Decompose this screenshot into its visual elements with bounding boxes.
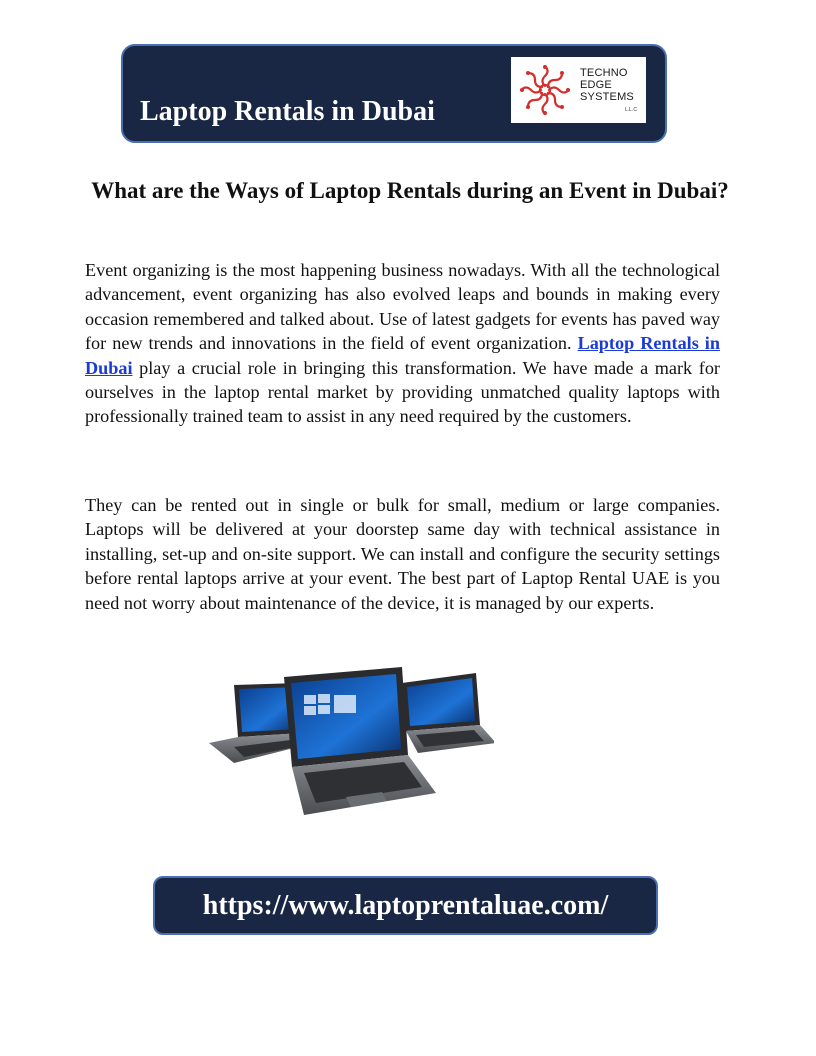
laptop-right [402, 673, 494, 753]
sunburst-logo-icon [517, 62, 573, 118]
website-url-link[interactable]: https://www.laptoprentaluae.com/ [202, 890, 609, 921]
article-paragraph-2: They can be rented out in single or bulk for small, medium or large companies. Laptops will be delivered at your doorstep same day with technical assistance in installing, set-up and on-site support. We can install and configure the security settings before rental laptops arrive at your event. The best part of Laptop Rental UAE is you need not worry about maintenance of the device, it is managed by our experts. [85, 495, 720, 613]
article-heading: What are the Ways of Laptop Rentals during an Event in Dubai? [91, 178, 729, 203]
logo-llc: L.L.C [625, 107, 637, 113]
logo-wordmark [580, 67, 634, 103]
laptop-rentals-dubai-link[interactable]: Laptop Rentals in Dubai [85, 333, 720, 378]
logo-line-techno: TECHNO [580, 67, 628, 79]
header-banner [121, 44, 667, 143]
paragraph-1-text-start: Event organizing is the most happening business nowadays. With all the technological advancement, event organizing has also evolved leaps and bounds in making every occasion remembered and talked about. Use of latest gadgets for events has paved way for new trends and innovations in the field of event organization. [85, 260, 720, 354]
laptops-image [204, 665, 494, 815]
paragraph-1-text-end: play a crucial role in bringing this transformation. We have made a mark for ourselves in the laptop rental market by providing unmatched quality laptops with professionally trained team to assist in any need required by the customers. [85, 357, 720, 427]
article-paragraph-1 [85, 258, 720, 429]
logo-line-edge: EDGE [580, 79, 612, 91]
website-url-banner[interactable] [153, 876, 658, 935]
company-logo [511, 57, 646, 123]
header-title: Laptop Rentals in Dubai [140, 96, 435, 127]
logo-line-systems: SYSTEMS [580, 91, 634, 103]
